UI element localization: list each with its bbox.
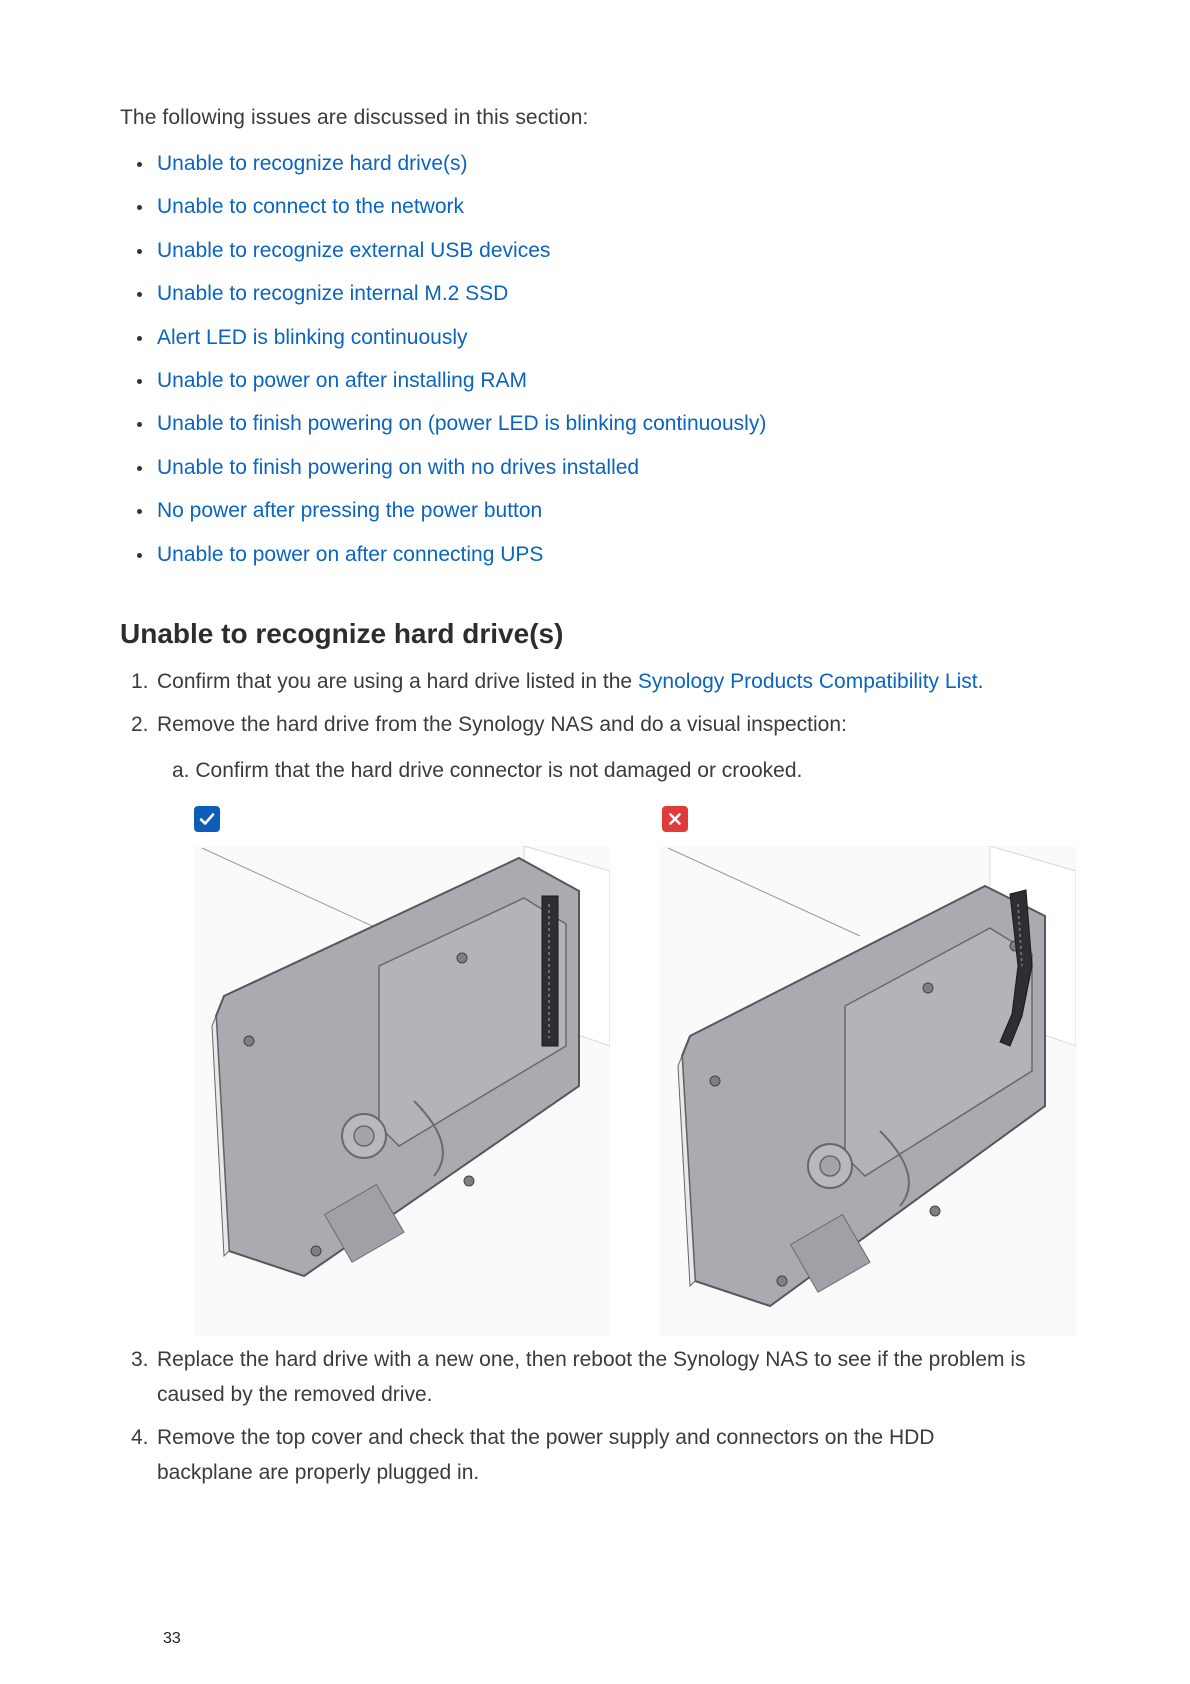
list-item — [120, 185, 766, 228]
drive-connector-figure — [194, 800, 1080, 1338]
correct-drive-illustration — [194, 846, 610, 1336]
issue-link[interactable]: Unable to recognize hard drive(s) — [157, 152, 468, 175]
list-item — [120, 446, 766, 489]
bullet — [137, 466, 142, 471]
list-item — [120, 489, 766, 532]
step-text: Remove the top cover and check that the power supply and connectors on the HDD backplane are properly plugged in. — [157, 1426, 935, 1484]
list-item — [120, 359, 766, 402]
step-text: Replace the hard drive with a new one, then reboot the Synology NAS to see if the problem is caused by the removed drive. — [157, 1348, 1026, 1406]
bullet — [137, 205, 142, 210]
step-number: 1. — [131, 670, 149, 693]
step-number: 4. — [131, 1426, 149, 1449]
step-text: Remove the hard drive from the Synology NAS and do a visual inspection: — [157, 713, 847, 736]
step-list-b — [120, 1342, 1067, 1490]
compatibility-list-link[interactable]: Synology Products Compatibility List — [637, 670, 978, 693]
bullet — [137, 553, 142, 558]
issue-link[interactable]: Alert LED is blinking continuously — [157, 325, 468, 349]
section-title: Unable to recognize hard drive(s) — [120, 618, 564, 649]
bullet — [137, 422, 142, 427]
intro-text: The following issues are discussed in this section: — [120, 106, 589, 129]
bullet — [137, 509, 142, 514]
step-1 — [120, 664, 983, 699]
step-text: Confirm that you are using a hard drive listed in the — [157, 670, 638, 693]
bullet — [137, 336, 142, 341]
issue-link[interactable]: Unable to power on after installing RAM — [157, 368, 528, 392]
substep-a: a. Confirm that the hard drive connector is not damaged or crooked. — [172, 759, 803, 782]
issue-link[interactable]: Unable to recognize internal M.2 SSD — [157, 282, 509, 306]
damaged-drive-illustration — [660, 846, 1076, 1336]
list-item — [120, 533, 766, 576]
check-icon — [194, 806, 220, 832]
list-item — [120, 272, 766, 315]
list-item — [120, 402, 766, 445]
step-text-end: . — [977, 670, 984, 693]
issue-link[interactable]: Unable to connect to the network — [157, 195, 465, 219]
page-number: 33 — [163, 1630, 181, 1647]
issue-link[interactable]: Unable to finish powering on (power LED is blinking continuously) — [157, 412, 767, 436]
step-list-a — [120, 664, 983, 742]
bullet — [137, 162, 142, 167]
list-item — [120, 229, 766, 272]
step-2 — [120, 707, 983, 742]
step-number: 2. — [131, 713, 149, 736]
list-item — [120, 316, 766, 359]
step-number: 3. — [131, 1348, 149, 1371]
list-item — [120, 142, 766, 185]
x-icon — [662, 806, 688, 832]
issue-list — [120, 142, 766, 576]
issue-link[interactable]: No power after pressing the power button — [157, 499, 543, 523]
issue-link[interactable]: Unable to finish powering on with no drives installed — [157, 455, 640, 479]
step-4 — [120, 1420, 1017, 1490]
step-3 — [120, 1342, 1067, 1412]
bullet — [137, 379, 142, 384]
bullet — [137, 249, 142, 254]
bullet — [137, 292, 142, 297]
issue-link[interactable]: Unable to recognize external USB devices — [157, 238, 551, 262]
issue-link[interactable]: Unable to power on after connecting UPS — [157, 542, 544, 566]
